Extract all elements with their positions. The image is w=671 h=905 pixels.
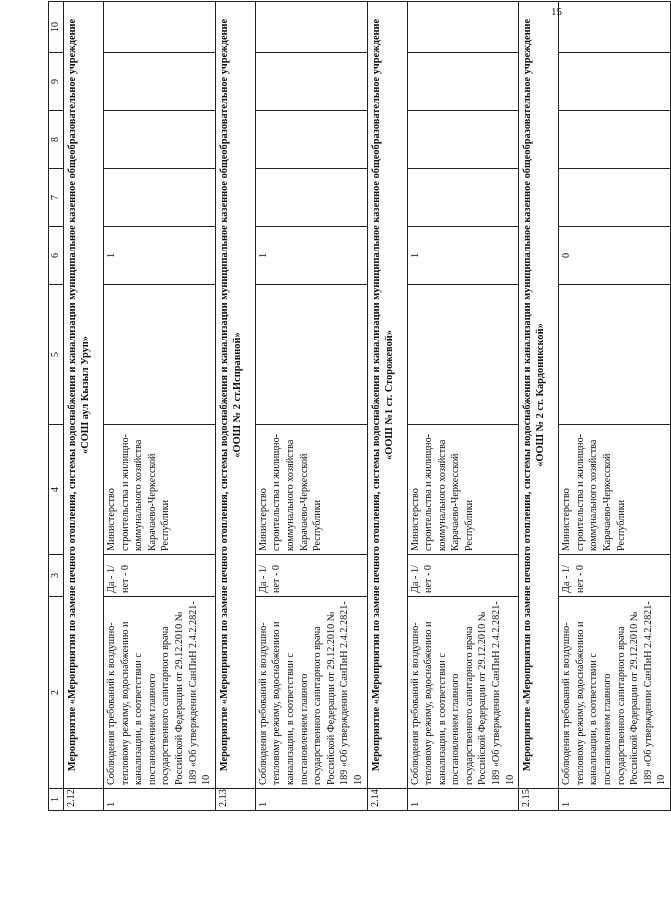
section-header-row	[215, 2, 255, 811]
requirement-cell: Соблюдения требований к воздушно-тепловому режиму, водоснабжению и канализации, в соответствии с постановлением главного государственного санитарного врача Российской Федерации от 29.12.2010 № 189 «Об утверждении СанПиН 2.4.2.2821-10	[104, 597, 216, 789]
value-cell-8	[559, 111, 671, 169]
row-number: 1	[255, 789, 367, 811]
section-number: 2.14	[367, 789, 407, 811]
row-number: 1	[104, 789, 216, 811]
column-number: 10	[49, 2, 64, 53]
section-header-row	[64, 2, 104, 811]
value-cell-10	[559, 2, 671, 53]
requirement-cell: Соблюдения требований к воздушно-тепловому режиму, водоснабжению и канализации, в соответствии с постановлением главного государственного санитарного врача Российской Федерации от 29.12.2010 № 189 «Об утверждении СанПиН 2.4.2.2821-10	[407, 597, 519, 789]
rotated-table-container	[48, 4, 668, 811]
answer-scale-cell: Да - 1/ нет - 0	[104, 555, 216, 597]
requirement-cell: Соблюдения требований к воздушно-тепловому режиму, водоснабжению и канализации, в соответствии с постановлением главного государственного санитарного врача Российской Федерации от 29.12.2010 № 189 «Об утверждении СанПиН 2.4.2.2821-10	[255, 597, 367, 789]
executor-cell: Министерство строительства и жилищно-коммунального хозяйства Карачаево-Черкесской Республики	[255, 425, 367, 555]
column-number: 9	[49, 53, 64, 111]
column-number: 4	[49, 425, 64, 555]
value-cell-6: 0	[559, 227, 671, 285]
value-cell-9	[255, 53, 367, 111]
column-number: 8	[49, 111, 64, 169]
value-cell-7	[255, 169, 367, 227]
value-cell-8	[104, 111, 216, 169]
row-number: 1	[407, 789, 519, 811]
section-number: 2.15	[519, 789, 559, 811]
section-header-row	[367, 2, 407, 811]
value-cell-7	[104, 169, 216, 227]
requirement-cell: Соблюдения требований к воздушно-тепловому режиму, водоснабжению и канализации, в соответствии с постановлением главного государственного санитарного врача Российской Федерации от 29.12.2010 № 189 «Об утверждении СанПиН 2.4.2.2821-10	[559, 597, 671, 789]
indicator-row	[255, 2, 367, 811]
answer-scale-cell: Да - 1/ нет - 0	[255, 555, 367, 597]
column-number: 3	[49, 555, 64, 597]
value-cell-5	[559, 285, 671, 425]
row-number: 1	[559, 789, 671, 811]
section-title: Мероприятие «Мероприятия по замене печного отопления, системы водоснабжения и канализации муниципальное казенное общеобразовательное учреждение «ООШ № 2 ст. Кардоникской»	[519, 2, 559, 789]
column-number: 6	[49, 227, 64, 285]
value-cell-10	[255, 2, 367, 53]
value-cell-5	[407, 285, 519, 425]
indicator-row	[104, 2, 216, 811]
value-cell-6: 1	[407, 227, 519, 285]
section-title: Мероприятие «Мероприятия по замене печного отопления, системы водоснабжения и канализации муниципальное казенное общеобразовательное учреждение «ООШ № 2 ст.Исправной»	[215, 2, 255, 789]
value-cell-5	[104, 285, 216, 425]
column-number: 1	[49, 789, 64, 811]
value-cell-9	[559, 53, 671, 111]
value-cell-9	[104, 53, 216, 111]
value-cell-6: 1	[104, 227, 216, 285]
section-number: 2.13	[215, 789, 255, 811]
section-title: Мероприятие «Мероприятия по замене печного отопления, системы водоснабжения и канализации муниципальное казенное общеобразовательное учреждение «СОШ аул Кызыл Уруп»	[64, 2, 104, 789]
column-number-row	[49, 2, 64, 811]
value-cell-10	[407, 2, 519, 53]
indicators-table	[48, 1, 671, 811]
answer-scale-cell: Да - 1/ нет - 0	[559, 555, 671, 597]
value-cell-7	[407, 169, 519, 227]
table-body	[49, 2, 671, 811]
executor-cell: Министерство строительства и жилищно-коммунального хозяйства Карачаево-Черкесской Республики	[104, 425, 216, 555]
page-number: 15	[551, 6, 562, 18]
answer-scale-cell: Да - 1/ нет - 0	[407, 555, 519, 597]
column-number: 7	[49, 169, 64, 227]
column-number: 2	[49, 597, 64, 789]
value-cell-5	[255, 285, 367, 425]
section-title: Мероприятие «Мероприятия по замене печного отопления, системы водоснабжения и канализации муниципальное казенное общеобразовательное учреждение «ООШ №1 ст. Сторожевой»	[367, 2, 407, 789]
executor-cell: Министерство строительства и жилищно-коммунального хозяйства Карачаево-Черкесской Республики	[559, 425, 671, 555]
value-cell-9	[407, 53, 519, 111]
section-number: 2.12	[64, 789, 104, 811]
column-number: 5	[49, 285, 64, 425]
value-cell-8	[255, 111, 367, 169]
value-cell-8	[407, 111, 519, 169]
indicator-row	[559, 2, 671, 811]
section-header-row	[519, 2, 559, 811]
value-cell-6: 1	[255, 227, 367, 285]
indicator-row	[407, 2, 519, 811]
value-cell-10	[104, 2, 216, 53]
executor-cell: Министерство строительства и жилищно-коммунального хозяйства Карачаево-Черкесской Республики	[407, 425, 519, 555]
value-cell-7	[559, 169, 671, 227]
